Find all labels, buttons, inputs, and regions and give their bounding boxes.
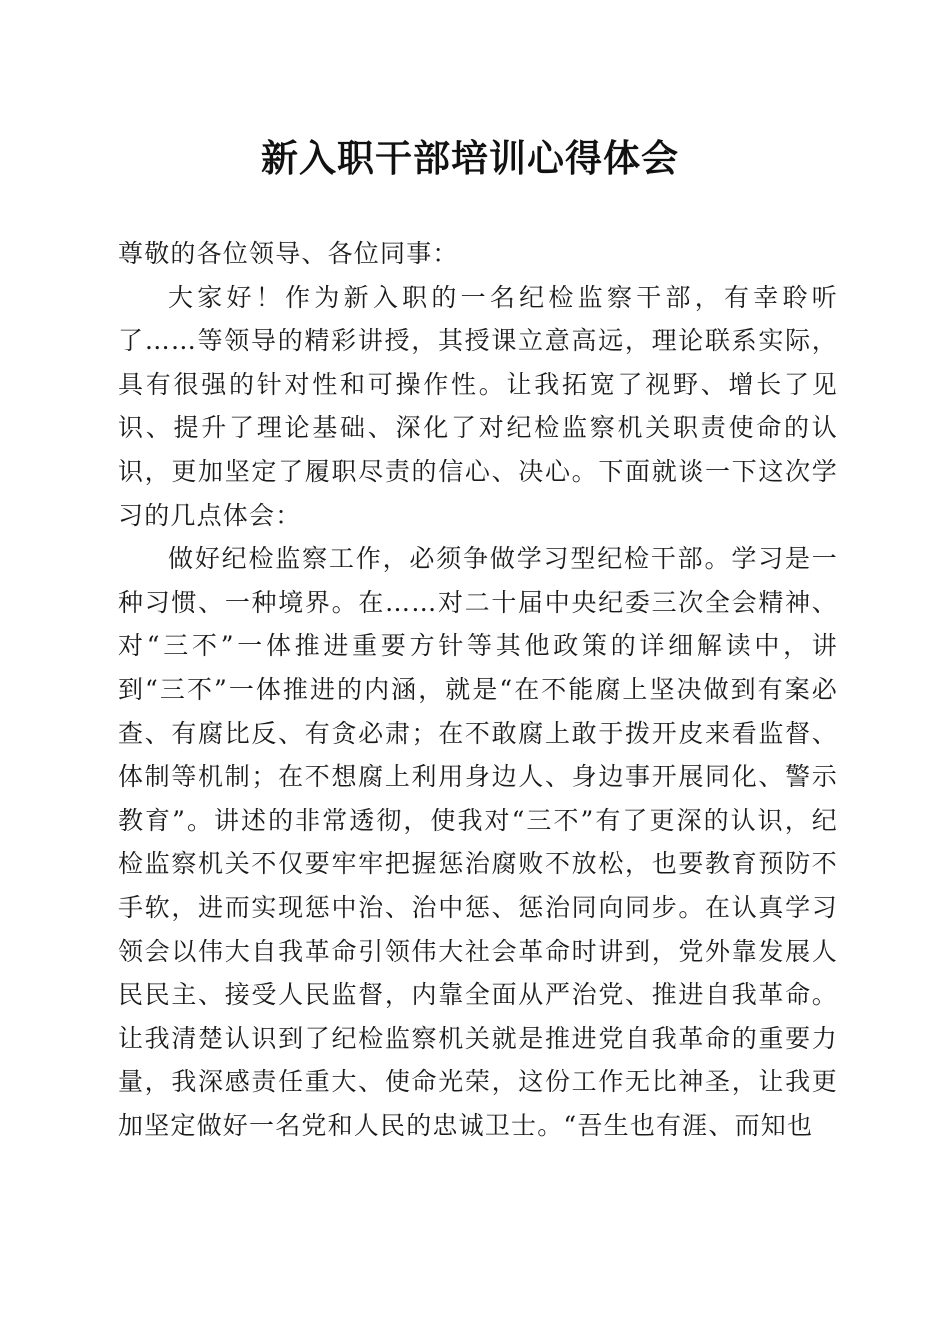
paragraph-1: 大家好！作为新入职的一名纪检监察干部，有幸聆听了……等领导的精彩讲授，其授课立意高远，理论联系实际，具有很强的针对性和可操作性。让我拓宽了视野、增长了见识、提升了理论基础、深化了对纪检监察机关职责使命的认识，更加坚定了履职尽责的信心、决心。下面就谈一下这次学习的几点体会： bbox=[118, 282, 838, 530]
salutation: 尊敬的各位领导、各位同事： bbox=[118, 239, 459, 268]
document-body bbox=[118, 232, 838, 1147]
paragraph-2: 做好纪检监察工作，必须争做学习型纪检干部。学习是一种习惯、一种境界。在……对二十届中央纪委三次全会精神、对“三不”一体推进重要方针等其他政策的详细解读中，讲到“三不”一体推进的内涵，就是“在不能腐上坚决做到有案必查、有腐比反、有贪必肃；在不敢腐上敢于拨开皮来看监督、体制等机制；在不想腐上利用身边人、身边事开展同化、警示教育”。讲述的非常透彻，使我对“三不”有了更深的认识，纪检监察机关不仅要牢牢把握惩治腐败不放松，也要教育预防不手软，进而实现惩中治、治中惩、惩治同向同步。在认真学习领会以伟大自我革命引领伟大社会革命时讲到，党外靠发展人民民主、接受人民监督，内靠全面从严治党、推进自我革命。让我清楚认识到了纪检监察机关就是推进党自我革命的重要力量，我深感责任重大、使命光荣，这份工作无比神圣，让我更加坚定做好一名党和人民的忠诚卫士。“吾生也有涯、而知也 bbox=[118, 544, 838, 1140]
document-title: 新入职干部培训心得体会 bbox=[261, 136, 679, 180]
